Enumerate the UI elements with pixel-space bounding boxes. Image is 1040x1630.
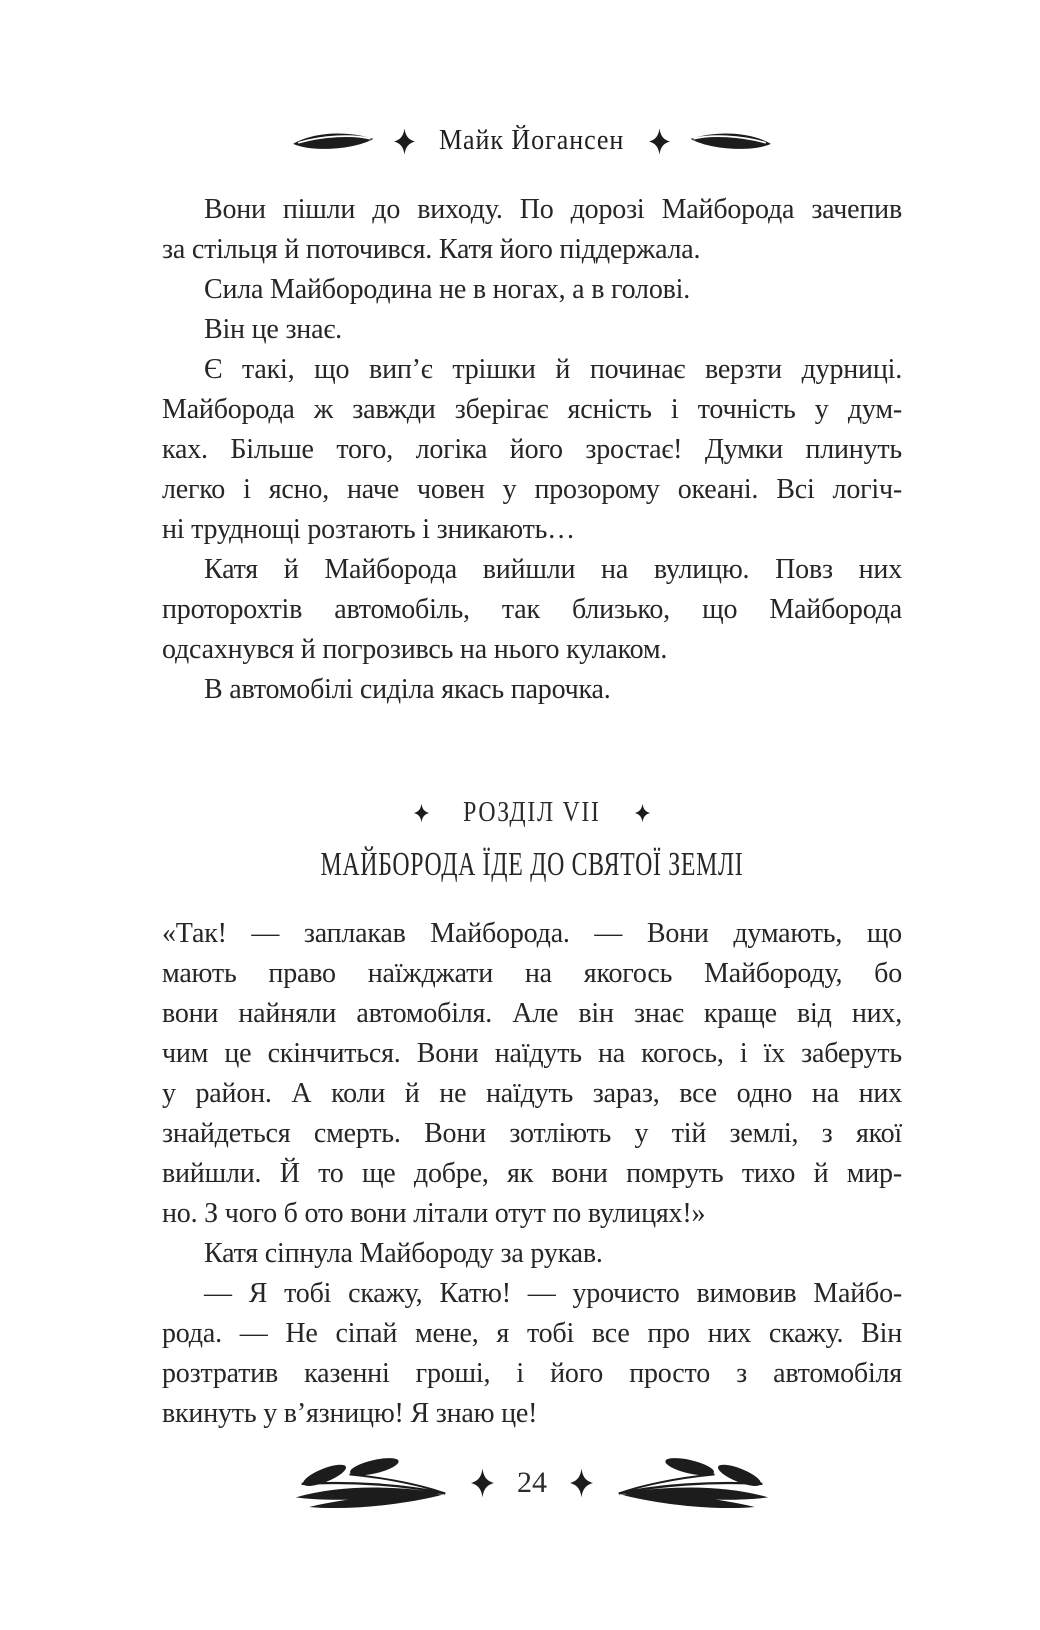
text-line: рода. — Не сіпай мене, я тобі все про них скажу. Він bbox=[162, 1318, 902, 1349]
diamond-icon bbox=[394, 128, 415, 155]
text-line: легко і ясно, наче човен у прозорому океані. Всі логіч- bbox=[162, 474, 902, 505]
diamond-icon bbox=[649, 128, 670, 155]
diamond-icon bbox=[414, 803, 429, 823]
cattail-ornament-left-icon bbox=[292, 1454, 450, 1512]
text-line: В автомобілі сиділа якась парочка. bbox=[204, 674, 611, 705]
page-text bbox=[162, 190, 902, 1434]
text-line: проторохтів автомобіль, так близько, що Майборода bbox=[162, 594, 902, 625]
text-line: мають право наїжджати на якогось Майбороду, бо bbox=[162, 958, 902, 989]
text-line: ках. Більше того, логіка його зростає! Думки плинуть bbox=[162, 434, 902, 465]
text-line: чим це скінчиться. Вони наїдуть на когось, і їх заберуть bbox=[162, 1038, 902, 1069]
text-line: Він це знає. bbox=[204, 314, 342, 345]
cattail-ornament-right-icon bbox=[614, 1454, 772, 1512]
text-line: за стільця й поточився. Катя його піддержала. bbox=[162, 234, 701, 265]
diamond-icon bbox=[635, 803, 650, 823]
page-header bbox=[162, 120, 902, 162]
text-line: Є такі, що випʼє трішки й починає верзти дурниці. bbox=[204, 354, 902, 385]
text-block-after-chapter bbox=[162, 914, 902, 1434]
chapter-title: МАЙБОРОДА ЇДЕ ДО СВЯТОЇ ЗЕМЛІ bbox=[320, 846, 744, 883]
diamond-icon bbox=[471, 1468, 494, 1498]
text-line: Катя й Майборода вийшли на вулицю. Повз них bbox=[204, 554, 902, 585]
page-number: 24 bbox=[517, 1466, 547, 1499]
text-line: розтратив казенні гроші, і його просто з автомобіля bbox=[162, 1358, 902, 1389]
text-line: ні труднощі розтають і зникають… bbox=[162, 514, 575, 545]
leaf-ornament-right-icon bbox=[687, 128, 773, 154]
chapter-heading bbox=[162, 796, 902, 830]
text-line: «Так! — заплакав Майборода. — Вони думають, що bbox=[162, 918, 902, 949]
text-line: вони найняли автомобіля. Але він знає краще від них, bbox=[162, 998, 902, 1029]
text-line: одсахнувся й погрозивсь на нього кулаком. bbox=[162, 634, 668, 665]
text-line: но. З чого б ото вони літали отут по вулицях!» bbox=[162, 1198, 706, 1229]
author-name: Майк Йогансен bbox=[439, 125, 625, 156]
text-line: знайдеться смерть. Вони зотліють у тій землі, з якої bbox=[162, 1118, 902, 1149]
diamond-icon bbox=[570, 1468, 593, 1498]
text-line: Сила Майбородина не в ногах, а в голові. bbox=[204, 274, 691, 305]
text-line: у район. А коли й не наїдуть зараз, все одно на них bbox=[162, 1078, 902, 1109]
text-line: вкинуть у вʼязницю! Я знаю це! bbox=[162, 1398, 538, 1429]
text-line: Вони пішли до виходу. По дорозі Майборода зачепив bbox=[204, 194, 902, 225]
text-line: — Я тобі скажу, Катю! — урочисто вимовив Майбо- bbox=[204, 1278, 902, 1309]
leaf-ornament-left-icon bbox=[291, 128, 377, 154]
text-block-before-chapter bbox=[162, 190, 902, 710]
text-line: вийшли. Й то ще добре, як вони помруть тихо й мир- bbox=[162, 1158, 902, 1189]
text-line: Майборода ж завжди зберігає ясність і точність у дум- bbox=[162, 394, 902, 425]
chapter-label: РОЗДІЛ VII bbox=[463, 797, 601, 828]
text-line: Катя сіпнула Майбороду за рукав. bbox=[204, 1238, 603, 1269]
page-footer bbox=[162, 1452, 902, 1514]
